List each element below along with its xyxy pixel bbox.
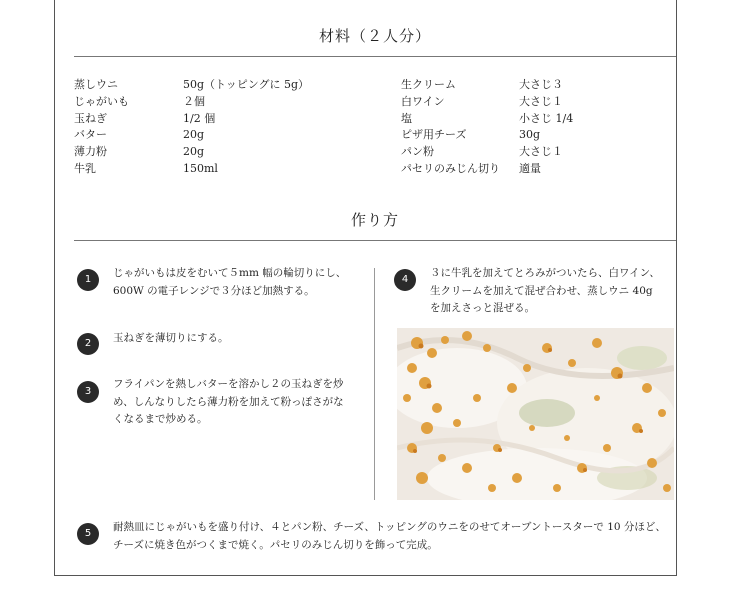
ingredient-amount: 大さじ１	[519, 94, 563, 108]
ingredient-amount: 大さじ３	[519, 78, 563, 91]
ingredients-left-names	[74, 77, 129, 178]
step-number-badge: 1	[77, 269, 99, 291]
step-4-text	[430, 265, 680, 318]
ingredient-name: 塩	[401, 111, 412, 125]
ingredient-name: 蒸しウニ	[74, 78, 118, 91]
ingredient-name: パン粉	[401, 145, 434, 159]
step-number-badge: 5	[77, 523, 99, 545]
ingredients-left-amounts	[183, 77, 309, 178]
column-divider	[374, 268, 375, 500]
ingredient-amount: 小さじ 1/4	[519, 111, 574, 125]
step-line: を加えさっと混ぜる。	[430, 302, 535, 314]
ingredient-amount: 適量	[519, 161, 541, 175]
method-title: 作り方	[350, 211, 399, 229]
ingredient-amount: ２個	[183, 94, 205, 108]
ingredient-amount: 50g（トッピングに 5g）	[183, 78, 310, 91]
step-line: め、しんなりしたら薄力粉を加えて粉っぽさがな	[113, 395, 344, 408]
gratin-photo-illustration	[397, 328, 674, 500]
method-rule	[74, 240, 676, 241]
ingredient-name: バター	[74, 128, 107, 142]
ingredient-name: 白ワイン	[401, 94, 445, 108]
ingredient-amount: 1/2 個	[183, 111, 216, 125]
ingredients-right-names	[401, 77, 500, 178]
step-number-badge: 2	[77, 333, 99, 355]
step-line: 生クリームを加えて混ぜ合わせ、蒸しウニ 40g	[430, 284, 653, 297]
ingredient-name: 薄力粉	[74, 145, 107, 159]
gratin-photo	[397, 328, 674, 500]
step-3-text	[113, 376, 365, 429]
ingredient-name: 牛乳	[74, 161, 96, 175]
ingredients-rule	[74, 56, 676, 57]
step-line: フライパンを熱しバターを溶かし２の玉ねぎを炒	[113, 378, 344, 390]
ingredient-amount: 150ml	[183, 161, 218, 175]
ingredient-name: 玉ねぎ	[74, 111, 107, 125]
ingredient-amount: 20g	[183, 128, 205, 142]
step-1-text	[113, 265, 363, 300]
step-line: ３に牛乳を加えてとろみがついたら、白ワイン、	[430, 267, 660, 279]
step-number-badge: 3	[77, 381, 99, 403]
ingredients-right-amounts	[519, 77, 573, 178]
ingredients-title: 材料（２人分）	[318, 27, 431, 45]
step-5-text	[113, 519, 673, 554]
step-line: チーズに焼き色がつくまで焼く。パセリのみじん切りを飾って完成。	[113, 538, 438, 551]
ingredient-amount: 20g	[183, 145, 205, 159]
step-line: 玉ねぎを薄切りにする。	[113, 332, 229, 344]
step-number-badge: 4	[394, 269, 416, 291]
step-line: 600W の電子レンジで３分ほど加熱する。	[113, 284, 315, 297]
step-line: 耐熱皿にじゃがいもを盛り付け、４とパン粉、チーズ、トッピングのウニをのせてオーブントースターで 10 分ほど、	[113, 521, 666, 533]
ingredient-name: じゃがいも	[74, 94, 129, 108]
step-line: じゃがいもは皮をむいて５mm 幅の輪切りにし、	[113, 267, 347, 279]
ingredient-amount: 大さじ１	[519, 145, 563, 159]
ingredient-name: 生クリーム	[401, 78, 456, 91]
ingredient-name: ピザ用チーズ	[401, 128, 467, 142]
ingredient-amount: 30g	[519, 128, 541, 142]
ingredient-name: パセリのみじん切り	[401, 161, 500, 175]
step-line: くなるまで炒める。	[113, 413, 208, 425]
step-2-text	[113, 330, 363, 348]
